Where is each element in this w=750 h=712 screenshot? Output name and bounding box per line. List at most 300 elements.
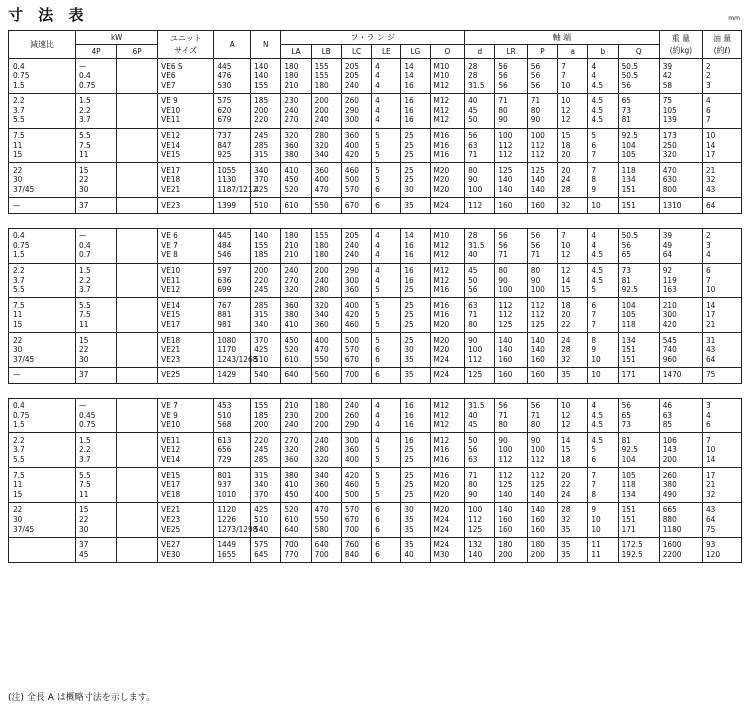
cell-unit: VE23: [158, 198, 214, 214]
cell-lb: 340 360 400: [311, 468, 341, 503]
cell-unit: VE21 VE23 VE25: [158, 502, 214, 537]
cell-q: 104 105 118: [618, 298, 659, 333]
cell-sa: 14 15 18: [558, 433, 588, 468]
cell-n: 245 285 315: [251, 128, 281, 163]
cell-lc: 260 290 300: [341, 93, 371, 128]
cell-lc: 240 260 290: [341, 398, 371, 433]
cell-p4: 15 22 30: [76, 333, 117, 368]
cell-w: 106 143 200: [659, 433, 702, 468]
cell-q: 134 151 151: [618, 333, 659, 368]
cell-lg: 25 25 25: [401, 128, 430, 163]
cell-w: 1310: [659, 198, 702, 214]
cell-oil: 14 17 21: [702, 298, 741, 333]
cell-sa: 10 12 12: [558, 398, 588, 433]
cell-q: 56 65 73: [618, 398, 659, 433]
cell-p4: 1.5 2.2 3.7: [76, 93, 117, 128]
cell-q: 171: [618, 367, 659, 383]
cell-a: 1449 1655: [214, 537, 251, 562]
cell-unit: VE27 VE30: [158, 537, 214, 562]
cell-q: 65 73 81: [618, 93, 659, 128]
cell-lg: 16 25 25: [401, 433, 430, 468]
cell-unit: VE14 VE15 VE17: [158, 298, 214, 333]
table-row: [9, 433, 742, 468]
cell-p4: 15 22 30: [76, 163, 117, 198]
cell-w: 46 63 85: [659, 398, 702, 433]
cell-la: 410 450 520: [281, 163, 311, 198]
cell-sa: 7 7 10: [558, 59, 588, 94]
cell-o: M16 M16 M16: [430, 128, 465, 163]
table-row: [9, 333, 742, 368]
header-lg: LG: [401, 45, 430, 59]
cell-oil: 10 14 17: [702, 128, 741, 163]
cell-le: 5 5 5: [372, 468, 401, 503]
cell-o: M12 M12 M12: [430, 93, 465, 128]
cell-lg: 35 40: [401, 537, 430, 562]
cell-sb: 4 4 4.5: [588, 59, 618, 94]
cell-oil: 2 2 3: [702, 59, 741, 94]
cell-lr: 160: [495, 367, 527, 383]
cell-n: 315 340 370: [251, 468, 281, 503]
cell-lg: 35: [401, 198, 430, 214]
cell-d: 28 31.5 40: [465, 228, 495, 263]
cell-lg: 25 25 30: [401, 163, 430, 198]
cell-d: 40 45 50: [465, 93, 495, 128]
cell-ratio: 22 30 37/45: [9, 163, 76, 198]
cell-q: 50.5 56 65: [618, 228, 659, 263]
cell-lb: 360 400 470: [311, 163, 341, 198]
cell-sb: 4.5 4.5 5: [588, 263, 618, 298]
cell-p4: 5.5 7.5 11: [76, 468, 117, 503]
cell-lc: 290 300 360: [341, 263, 371, 298]
cell-o: M20 M20 M24: [430, 333, 465, 368]
cell-p4: — 0.4 0.75: [76, 59, 117, 94]
cell-o: M20 M20 M20: [430, 163, 465, 198]
cell-oil: 93 120: [702, 537, 741, 562]
cell-lr: 80 90 100: [495, 263, 527, 298]
cell-p6: [117, 433, 158, 468]
header-4p: 4P: [76, 45, 117, 59]
cell-n: 425 510 540: [251, 502, 281, 537]
cell-sb: 4.5 5 6: [588, 433, 618, 468]
cell-p4: 1.5 2.2 3.7: [76, 263, 117, 298]
cell-w: 75 105 139: [659, 93, 702, 128]
cell-la: 450 520 610: [281, 333, 311, 368]
gap-cell: [9, 383, 742, 398]
cell-o: M12 M12 M12: [430, 398, 465, 433]
cell-w: 545 740 960: [659, 333, 702, 368]
cell-p: 80 90 100: [527, 263, 557, 298]
cell-unit: VE10 VE11 VE12: [158, 263, 214, 298]
cell-q: 73 81 92.5: [618, 263, 659, 298]
cell-ratio: 7.5 11 15: [9, 128, 76, 163]
cell-p4: 37: [76, 198, 117, 214]
cell-p4: 5.5 7.5 11: [76, 128, 117, 163]
cell-lc: 460 500 570: [341, 163, 371, 198]
cell-ratio: 2.2 3.7 5.5: [9, 433, 76, 468]
cell-lr: 56 71 80: [495, 398, 527, 433]
header-le: LE: [372, 45, 401, 59]
header-6p: 6P: [117, 45, 158, 59]
cell-a: 801 937 1010: [214, 468, 251, 503]
cell-sa: 35: [558, 367, 588, 383]
section-gap: [9, 213, 742, 228]
cell-le: 5 5 5: [372, 128, 401, 163]
cell-p6: [117, 228, 158, 263]
cell-sb: 8 9 10: [588, 333, 618, 368]
cell-p6: [117, 333, 158, 368]
cell-n: 220 245 285: [251, 433, 281, 468]
cell-p6: [117, 198, 158, 214]
header-a: A: [214, 31, 251, 59]
cell-o: M24: [430, 198, 465, 214]
cell-lc: 420 460 500: [341, 468, 371, 503]
cell-oil: 75: [702, 367, 741, 383]
cell-lc: 760 840: [341, 537, 371, 562]
cell-sa: 12 14 15: [558, 263, 588, 298]
cell-p: 160: [527, 367, 557, 383]
cell-w: 39 42 58: [659, 59, 702, 94]
header-shaft: 軸 端: [465, 31, 660, 45]
cell-lr: 125 140 140: [495, 163, 527, 198]
cell-p: 140 160 160: [527, 502, 557, 537]
cell-n: 140 140 155: [251, 59, 281, 94]
cell-n: 140 155 185: [251, 228, 281, 263]
cell-unit: VE11 VE12 VE14: [158, 433, 214, 468]
cell-a: 597 636 699: [214, 263, 251, 298]
cell-d: 112: [465, 198, 495, 214]
cell-o: M16 M20 M20: [430, 468, 465, 503]
table-row: [9, 163, 742, 198]
cell-lr: 140 140 160: [495, 333, 527, 368]
cell-a: 1120 1226 1273/1298: [214, 502, 251, 537]
cell-unit: VE 6 VE 7 VE 8: [158, 228, 214, 263]
cell-a: 767 881 981: [214, 298, 251, 333]
cell-lb: 155 155 180: [311, 59, 341, 94]
cell-sa: 28 32 35: [558, 502, 588, 537]
table-row: [9, 93, 742, 128]
cell-la: 360 380 410: [281, 298, 311, 333]
cell-sa: 15 18 20: [558, 128, 588, 163]
cell-p6: [117, 128, 158, 163]
cell-lb: 400 470 550: [311, 333, 341, 368]
cell-unit: VE 7 VE 9 VE10: [158, 398, 214, 433]
cell-lb: 200 240 280: [311, 263, 341, 298]
cell-ratio: 2.2 3.7 5.5: [9, 93, 76, 128]
cell-unit: VE12 VE14 VE15: [158, 128, 214, 163]
header-a-small: a: [558, 45, 588, 59]
cell-sb: 4.5 4.5 4.5: [588, 93, 618, 128]
cell-p4: 37: [76, 367, 117, 383]
cell-la: 610: [281, 198, 311, 214]
cell-q: 118 134 151: [618, 163, 659, 198]
cell-lb: 200 200 240: [311, 93, 341, 128]
cell-oil: 7 10 14: [702, 433, 741, 468]
cell-oil: 3 4 6: [702, 398, 741, 433]
cell-p6: [117, 537, 158, 562]
cell-lc: 205 240 240: [341, 228, 371, 263]
cell-sb: 4 4.5 4.5: [588, 398, 618, 433]
cell-a: 445 484 546: [214, 228, 251, 263]
cell-lb: 560: [311, 367, 341, 383]
page-title: 寸 法 表: [8, 6, 89, 24]
cell-d: 100 112 125: [465, 502, 495, 537]
cell-lb: 240 280 320: [311, 433, 341, 468]
cell-unit: VE 9 VE10 VE11: [158, 93, 214, 128]
header-d: d: [465, 45, 495, 59]
cell-p: 140 140 160: [527, 333, 557, 368]
cell-o: M10 M10 M12: [430, 59, 465, 94]
cell-le: 6: [372, 367, 401, 383]
cell-sa: 32: [558, 198, 588, 214]
cell-le: 4 4 5: [372, 263, 401, 298]
cell-w: 1600 2200: [659, 537, 702, 562]
cell-oil: 43 64 75: [702, 502, 741, 537]
cell-w: 92 119 163: [659, 263, 702, 298]
cell-o: M16 M16 M20: [430, 298, 465, 333]
cell-o: M12 M16 M16: [430, 433, 465, 468]
cell-a: 1399: [214, 198, 251, 214]
header-unit-size: ユニット サイズ: [158, 31, 214, 59]
cell-d: 56 63 71: [465, 128, 495, 163]
cell-la: 240 270 320: [281, 263, 311, 298]
cell-q: 172.5 192.5: [618, 537, 659, 562]
cell-lb: 180 200 200: [311, 398, 341, 433]
cell-unit: VE25: [158, 367, 214, 383]
cell-p6: [117, 59, 158, 94]
cell-oil: 4 6 7: [702, 93, 741, 128]
cell-la: 180 180 210: [281, 59, 311, 94]
cell-unit: VE15 VE17 VE18: [158, 468, 214, 503]
table-row: [9, 537, 742, 562]
table-row: [9, 367, 742, 383]
cell-p4: 15 22 30: [76, 502, 117, 537]
cell-p6: [117, 163, 158, 198]
cell-sb: 6 7 7: [588, 298, 618, 333]
cell-lc: 400 420 460: [341, 298, 371, 333]
cell-la: 270 320 360: [281, 433, 311, 468]
cell-o: M12 M12 M16: [430, 263, 465, 298]
table-row: [9, 228, 742, 263]
cell-le: 4 4 4: [372, 228, 401, 263]
cell-d: 50 56 63: [465, 433, 495, 468]
cell-sb: 9 10 10: [588, 502, 618, 537]
cell-sb: 11 11: [588, 537, 618, 562]
cell-le: 4 4 4: [372, 93, 401, 128]
cell-n: 340 370 425: [251, 163, 281, 198]
table-row: [9, 198, 742, 214]
cell-p6: [117, 398, 158, 433]
cell-la: 640: [281, 367, 311, 383]
cell-o: M10 M12 M12: [430, 228, 465, 263]
cell-d: 45 50 56: [465, 263, 495, 298]
cell-a: 1429: [214, 367, 251, 383]
cell-sa: 35 35: [558, 537, 588, 562]
cell-le: 5 5 6: [372, 163, 401, 198]
cell-ratio: 0.4 0.75 1.5: [9, 398, 76, 433]
cell-sa: 20 24 28: [558, 163, 588, 198]
cell-p: 56 56 56: [527, 59, 557, 94]
cell-lr: 100 112 112: [495, 128, 527, 163]
cell-le: 5 5 5: [372, 298, 401, 333]
table-row: [9, 128, 742, 163]
table-row: [9, 298, 742, 333]
cell-oil: 17 21 32: [702, 468, 741, 503]
cell-la: 520 610 640: [281, 502, 311, 537]
header-o: O: [430, 45, 465, 59]
cell-lg: 14 16 16: [401, 228, 430, 263]
cell-oil: 64: [702, 198, 741, 214]
cell-ratio: 0.4 0.75 1.5: [9, 59, 76, 94]
cell-p4: 5.5 7.5 11: [76, 298, 117, 333]
cell-lc: 570 670 700: [341, 502, 371, 537]
cell-a: 613 656 729: [214, 433, 251, 468]
cell-ratio: 7.5 11 15: [9, 298, 76, 333]
cell-q: 151: [618, 198, 659, 214]
cell-ratio: —: [9, 198, 76, 214]
cell-p4: — 0.4 0.7: [76, 228, 117, 263]
cell-a: 575 620 679: [214, 93, 251, 128]
cell-p: 112 112 125: [527, 298, 557, 333]
cell-lb: 280 320 340: [311, 128, 341, 163]
cell-lc: 500 570 670: [341, 333, 371, 368]
cell-d: 80 90 100: [465, 163, 495, 198]
cell-sb: 10: [588, 367, 618, 383]
cell-p: 90 100 112: [527, 433, 557, 468]
cell-lr: 56 56 56: [495, 59, 527, 94]
cell-q: 151 151 171: [618, 502, 659, 537]
cell-p: 180 200: [527, 537, 557, 562]
header-n: N: [251, 31, 281, 59]
cell-p4: — 0.45 0.75: [76, 398, 117, 433]
dimension-table: [8, 30, 742, 563]
cell-sb: 4 4 4.5: [588, 228, 618, 263]
cell-a: 445 476 530: [214, 59, 251, 94]
cell-w: 470 630 800: [659, 163, 702, 198]
cell-le: 6 6 6: [372, 502, 401, 537]
cell-lc: 670: [341, 198, 371, 214]
cell-p: 112 125 140: [527, 468, 557, 503]
cell-p6: [117, 367, 158, 383]
cell-d: 90 100 112: [465, 333, 495, 368]
cell-d: 125: [465, 367, 495, 383]
cell-lb: 470 550 580: [311, 502, 341, 537]
table-row: [9, 468, 742, 503]
cell-p: 100 112 112: [527, 128, 557, 163]
cell-w: 173 250 320: [659, 128, 702, 163]
cell-q: 92.5 104 105: [618, 128, 659, 163]
cell-lr: 160: [495, 198, 527, 214]
cell-oil: 31 43 64: [702, 333, 741, 368]
cell-unit: VE17 VE18 VE21: [158, 163, 214, 198]
cell-unit: VE18 VE21 VE23: [158, 333, 214, 368]
cell-la: 210 230 240: [281, 398, 311, 433]
header-lr: LR: [495, 45, 527, 59]
table-row: [9, 263, 742, 298]
cell-la: 180 210 210: [281, 228, 311, 263]
header-oil: 油 量 (約ℓ): [702, 31, 741, 59]
cell-lr: 71 80 90: [495, 93, 527, 128]
cell-p: 160: [527, 198, 557, 214]
header-p: P: [527, 45, 557, 59]
cell-ratio: 0.4 0.75 1.5: [9, 228, 76, 263]
cell-d: 31.5 40 45: [465, 398, 495, 433]
cell-p6: [117, 502, 158, 537]
cell-n: 575 645: [251, 537, 281, 562]
cell-p: 56 71 80: [527, 398, 557, 433]
cell-ratio: [9, 537, 76, 562]
cell-lc: 700: [341, 367, 371, 383]
cell-w: 1470: [659, 367, 702, 383]
cell-d: 63 71 80: [465, 298, 495, 333]
cell-oil: 21 32 43: [702, 163, 741, 198]
cell-ratio: —: [9, 367, 76, 383]
cell-d: 28 28 31.5: [465, 59, 495, 94]
header-flange: フ・ラ ン ジ: [281, 31, 465, 45]
cell-oil: 6 7 10: [702, 263, 741, 298]
section-gap: [9, 383, 742, 398]
header-q: Q: [618, 45, 659, 59]
cell-le: 4 4 4: [372, 398, 401, 433]
cell-p: 56 56 71: [527, 228, 557, 263]
footnote: (注) 全長 A は概略寸法を示します。: [8, 693, 156, 703]
cell-a: 1080 1170 1243/1268: [214, 333, 251, 368]
cell-d: 71 80 90: [465, 468, 495, 503]
gap-cell: [9, 213, 742, 228]
table-row: [9, 502, 742, 537]
cell-lg: 16 16 16: [401, 398, 430, 433]
cell-p6: [117, 468, 158, 503]
cell-sb: 7 7 8: [588, 468, 618, 503]
cell-q: 105 118 134: [618, 468, 659, 503]
cell-o: M24 M30: [430, 537, 465, 562]
cell-a: 453 510 568: [214, 398, 251, 433]
cell-le: 6 6: [372, 537, 401, 562]
cell-unit: VE6 S VE6 VE7: [158, 59, 214, 94]
cell-sb: 10: [588, 198, 618, 214]
cell-w: 210 300 420: [659, 298, 702, 333]
table-row: [9, 398, 742, 433]
cell-sa: 10 12 12: [558, 93, 588, 128]
cell-p6: [117, 298, 158, 333]
cell-oil: 2 3 4: [702, 228, 741, 263]
cell-o: M20 M24 M24: [430, 502, 465, 537]
cell-p: 71 80 90: [527, 93, 557, 128]
cell-lg: 30 35 35: [401, 502, 430, 537]
cell-le: 4 5 5: [372, 433, 401, 468]
cell-lb: 640 700: [311, 537, 341, 562]
cell-sa: 7 10 12: [558, 228, 588, 263]
cell-la: 700 770: [281, 537, 311, 562]
cell-lg: 25 30 35: [401, 333, 430, 368]
cell-ratio: 7.5 11 15: [9, 468, 76, 503]
cell-lc: 300 360 400: [341, 433, 371, 468]
cell-sa: 18 20 22: [558, 298, 588, 333]
cell-lg: 14 14 16: [401, 59, 430, 94]
cell-n: 540: [251, 367, 281, 383]
cell-q: 81 92.5 104: [618, 433, 659, 468]
table-body: [9, 59, 742, 563]
cell-la: 320 360 380: [281, 128, 311, 163]
cell-ratio: 2.2 3.7 5.5: [9, 263, 76, 298]
cell-w: 260 380 490: [659, 468, 702, 503]
cell-lc: 205 205 240: [341, 59, 371, 94]
cell-lg: 16 16 25: [401, 263, 430, 298]
cell-lg: 25 25 25: [401, 298, 430, 333]
cell-le: 6: [372, 198, 401, 214]
cell-sb: 5 6 7: [588, 128, 618, 163]
cell-ratio: 22 30 37/45: [9, 502, 76, 537]
cell-n: 370 425 510: [251, 333, 281, 368]
